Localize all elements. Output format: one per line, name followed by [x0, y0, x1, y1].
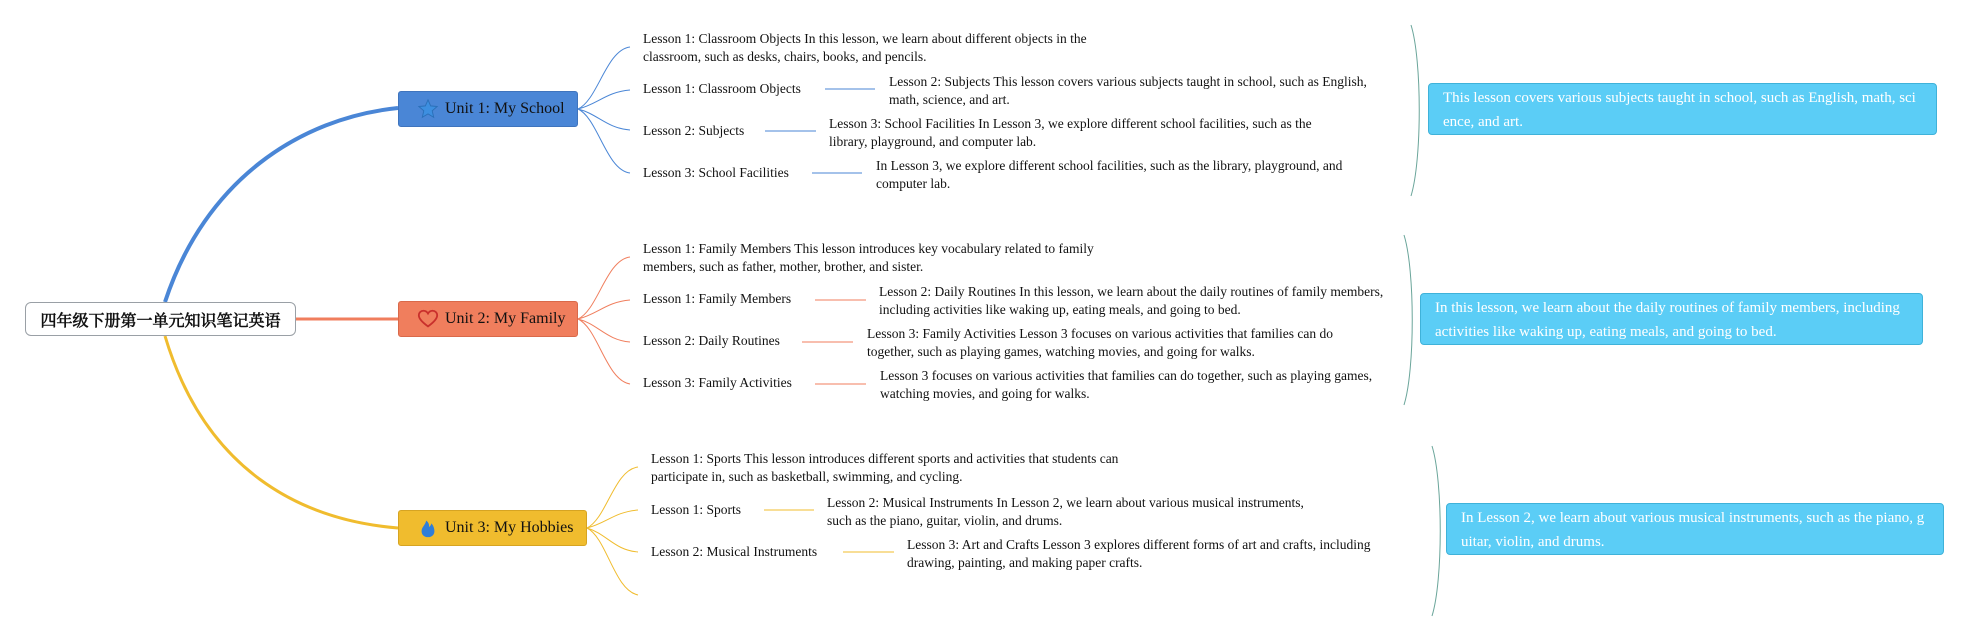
trunk-unit-1	[165, 108, 398, 302]
unit-1-summary[interactable]: This lesson covers various subjects taught in school, such as English, math, science, and art.	[1428, 83, 1937, 135]
unit-3-detail-2: Lesson 3: Art and Crafts Lesson 3 explores different forms of art and crafts, including drawing, painting, and making paper crafts.	[907, 537, 1371, 570]
unit-1-node[interactable]	[398, 91, 578, 127]
root-title: 四年级下册第一单元知识笔记英语	[40, 310, 281, 330]
unit-2-node[interactable]	[398, 301, 578, 337]
unit-1-lesson-2[interactable]: Lesson 2: Subjects	[643, 123, 745, 138]
unit-3-detail-1: Lesson 2: Musical Instruments In Lesson 2, we learn about various musical instruments, such as the piano, guitar, violin, and drums.	[827, 495, 1304, 528]
unit-2-lesson-2[interactable]: Lesson 2: Daily Routines	[643, 333, 780, 348]
flame-icon	[417, 517, 439, 539]
root-node[interactable]	[25, 302, 296, 336]
unit-3-lesson-1-note: Lesson 1: Sports This lesson introduces different sports and activities that students can participate in, such as basketball, swimming, and cycling.	[651, 451, 1119, 484]
unit-2-detail-2: Lesson 3: Family Activities Lesson 3 focuses on various activities that families can do together, such as playing games, watching movies, and going for walks.	[867, 326, 1334, 359]
unit-3-summary[interactable]: In Lesson 2, we learn about various musical instruments, such as the piano, guitar, violin, and drums.	[1446, 503, 1944, 555]
unit-1-lesson-1-note: Lesson 1: Classroom Objects In this lesson, we learn about different objects in the classroom, such as desks, chairs, books, and pencils.	[643, 31, 1087, 64]
unit-1-lesson-3[interactable]: Lesson 3: School Facilities	[643, 165, 789, 180]
unit-2-summary[interactable]: In this lesson, we learn about the daily routines of family members, including activities like waking up, eating meals, and going to bed.	[1420, 293, 1923, 345]
unit-2-detail-3: Lesson 3 focuses on various activities that families can do together, such as playing games, watching movies, and going for walks.	[880, 368, 1373, 401]
unit-1-detail-1: Lesson 2: Subjects This lesson covers various subjects taught in school, such as English, math, science, and art.	[889, 74, 1367, 107]
unit-3-label: Unit 3: My Hobbies	[445, 519, 574, 536]
unit-2-lesson-1-note: Lesson 1: Family Members This lesson introduces key vocabulary related to family members, such as father, mother, brother, and sister.	[643, 241, 1094, 274]
unit-2-detail-1: Lesson 2: Daily Routines In this lesson, we learn about the daily routines of family members, including activities like waking up, eating meals, and going to bed.	[879, 284, 1384, 317]
unit-3-node[interactable]	[398, 510, 587, 546]
unit-2-label: Unit 2: My Family	[445, 310, 566, 327]
star-icon	[417, 98, 439, 120]
unit-1-lesson-1[interactable]: Lesson 1: Classroom Objects	[643, 81, 801, 96]
unit-1-detail-3: In Lesson 3, we explore different school facilities, such as the library, playground, and computer lab.	[876, 158, 1343, 191]
unit-2-lesson-3[interactable]: Lesson 3: Family Activities	[643, 375, 792, 390]
unit-3-lesson-2[interactable]: Lesson 2: Musical Instruments	[651, 544, 818, 559]
unit-1-label: Unit 1: My School	[445, 100, 565, 117]
trunk-unit-3	[165, 336, 398, 528]
unit-1-detail-2: Lesson 3: School Facilities In Lesson 3, we explore different school facilities, such as the library, playground, and computer lab.	[829, 116, 1312, 149]
unit-2-lesson-1[interactable]: Lesson 1: Family Members	[643, 291, 792, 306]
unit-3-lesson-1[interactable]: Lesson 1: Sports	[651, 502, 742, 517]
heart-icon	[417, 308, 439, 330]
